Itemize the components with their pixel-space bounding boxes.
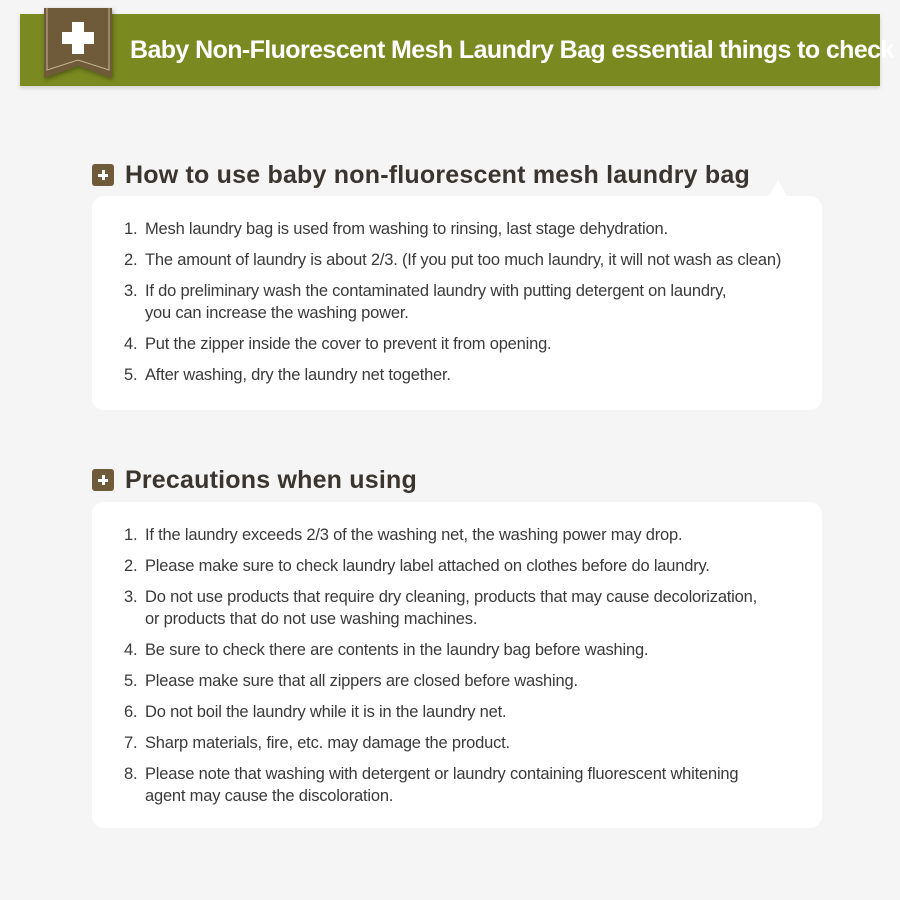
section-title: Precautions when using — [125, 465, 417, 494]
speech-bubble-tip — [768, 180, 788, 198]
list-item: 1. If the laundry exceeds 2/3 of the washing net, the washing power may drop. — [124, 526, 683, 544]
header-banner — [20, 14, 894, 86]
plus-square-icon — [92, 469, 114, 491]
section-heading-precautions — [92, 465, 417, 495]
list-item: 1. Mesh laundry bag is used from washing to rinsing, last stage dehydration. — [124, 220, 668, 238]
how-to-use-list — [124, 218, 814, 386]
how-to-use-card — [92, 196, 822, 410]
list-item: 2. Please make sure to check laundry label attached on clothes before do laundry. — [124, 557, 710, 575]
precautions-card — [92, 502, 822, 828]
list-item: 2. The amount of laundry is about 2/3. (If you put too much laundry, it will not wash as clean) — [124, 251, 782, 269]
banner-title: Baby Non-Fluorescent Mesh Laundry Bag essential things to check — [130, 36, 894, 64]
list-item: 6. Do not boil the laundry while it is in the laundry net. — [124, 703, 507, 721]
precautions-list — [124, 524, 814, 807]
section-title: How to use baby non-fluorescent mesh laundry bag — [125, 160, 750, 189]
list-item: 3. Do not use products that require dry cleaning, products that may cause decolorization, or products that do not use washing machines. — [124, 588, 757, 628]
list-item: 4. Be sure to check there are contents in the laundry bag before washing. — [124, 641, 649, 659]
list-item: 3. If do preliminary wash the contaminated laundry with putting detergent on laundry, you can increase the washing power. — [124, 282, 727, 322]
plus-icon — [44, 8, 112, 78]
list-item: 4. Put the zipper inside the cover to prevent it from opening. — [124, 335, 552, 353]
list-item: 5. Please make sure that all zippers are closed before washing. — [124, 672, 578, 690]
plus-square-icon — [92, 164, 114, 186]
list-item: 7. Sharp materials, fire, etc. may damage the product. — [124, 734, 510, 752]
list-item: 8. Please note that washing with detergent or laundry containing fluorescent whitening agent may cause the discoloration. — [124, 765, 739, 805]
list-item: 5. After washing, dry the laundry net together. — [124, 366, 451, 384]
section-heading-how-to-use — [92, 160, 750, 190]
